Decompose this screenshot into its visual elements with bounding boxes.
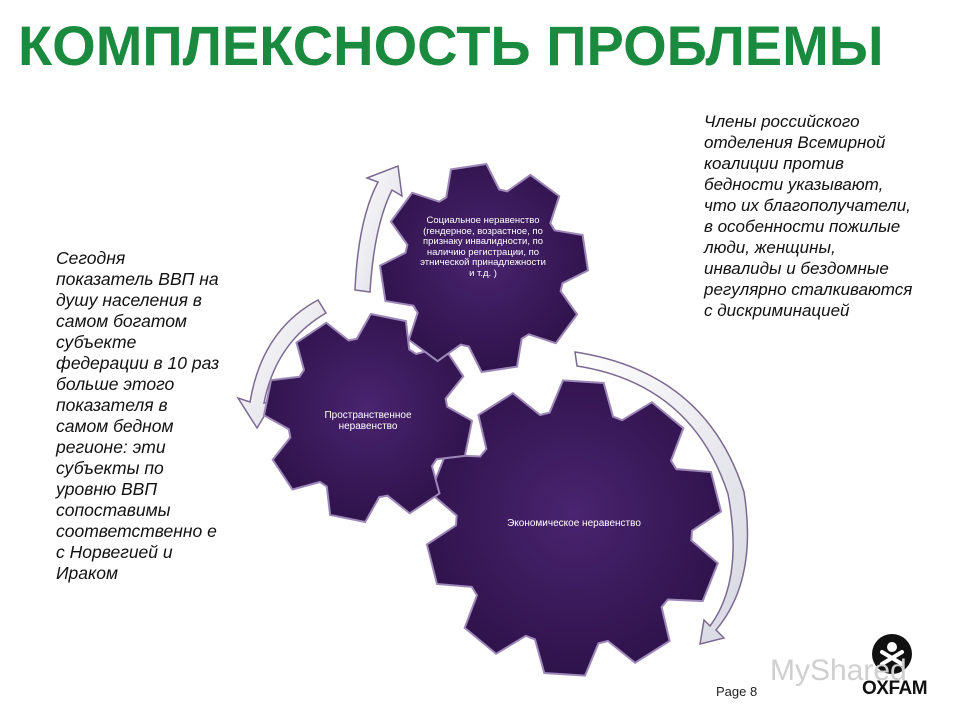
gear-label-social: Социальное неравенство (гендерное, возрастное, по признаку инвалидности, по наличию регистрации, по этнической принадлежности и т.д. ) bbox=[420, 215, 546, 279]
page-number: Page 8 bbox=[716, 684, 758, 699]
watermark-text: MyShared bbox=[770, 654, 907, 687]
gear-label-spatial: Пространственное неравенство bbox=[324, 410, 412, 432]
gear-label-economic: Экономическое неравенство bbox=[507, 518, 641, 529]
slide-title: КОМПЛЕКСНОСТЬ ПРОБЛЕМЫ bbox=[18, 14, 884, 77]
right-note: Члены российского отделения Всемирной коалиции против бедности указывают, что их благополучатели, в особенности пожилые люди, женщины, инвалиды и бездомные регулярно сталкиваются с дискриминацией bbox=[704, 112, 913, 320]
left-note: Сегодня показатель ВВП на душу населения в самом богатом субъекте федерации в 10 раз больше этого показателя в самом бедном регионе: эти субъекты по уровню ВВП сопоставимы соответственно е с Норвегией и Ираком bbox=[56, 248, 220, 583]
oxfam-logo-word: OXFAM bbox=[862, 678, 928, 699]
